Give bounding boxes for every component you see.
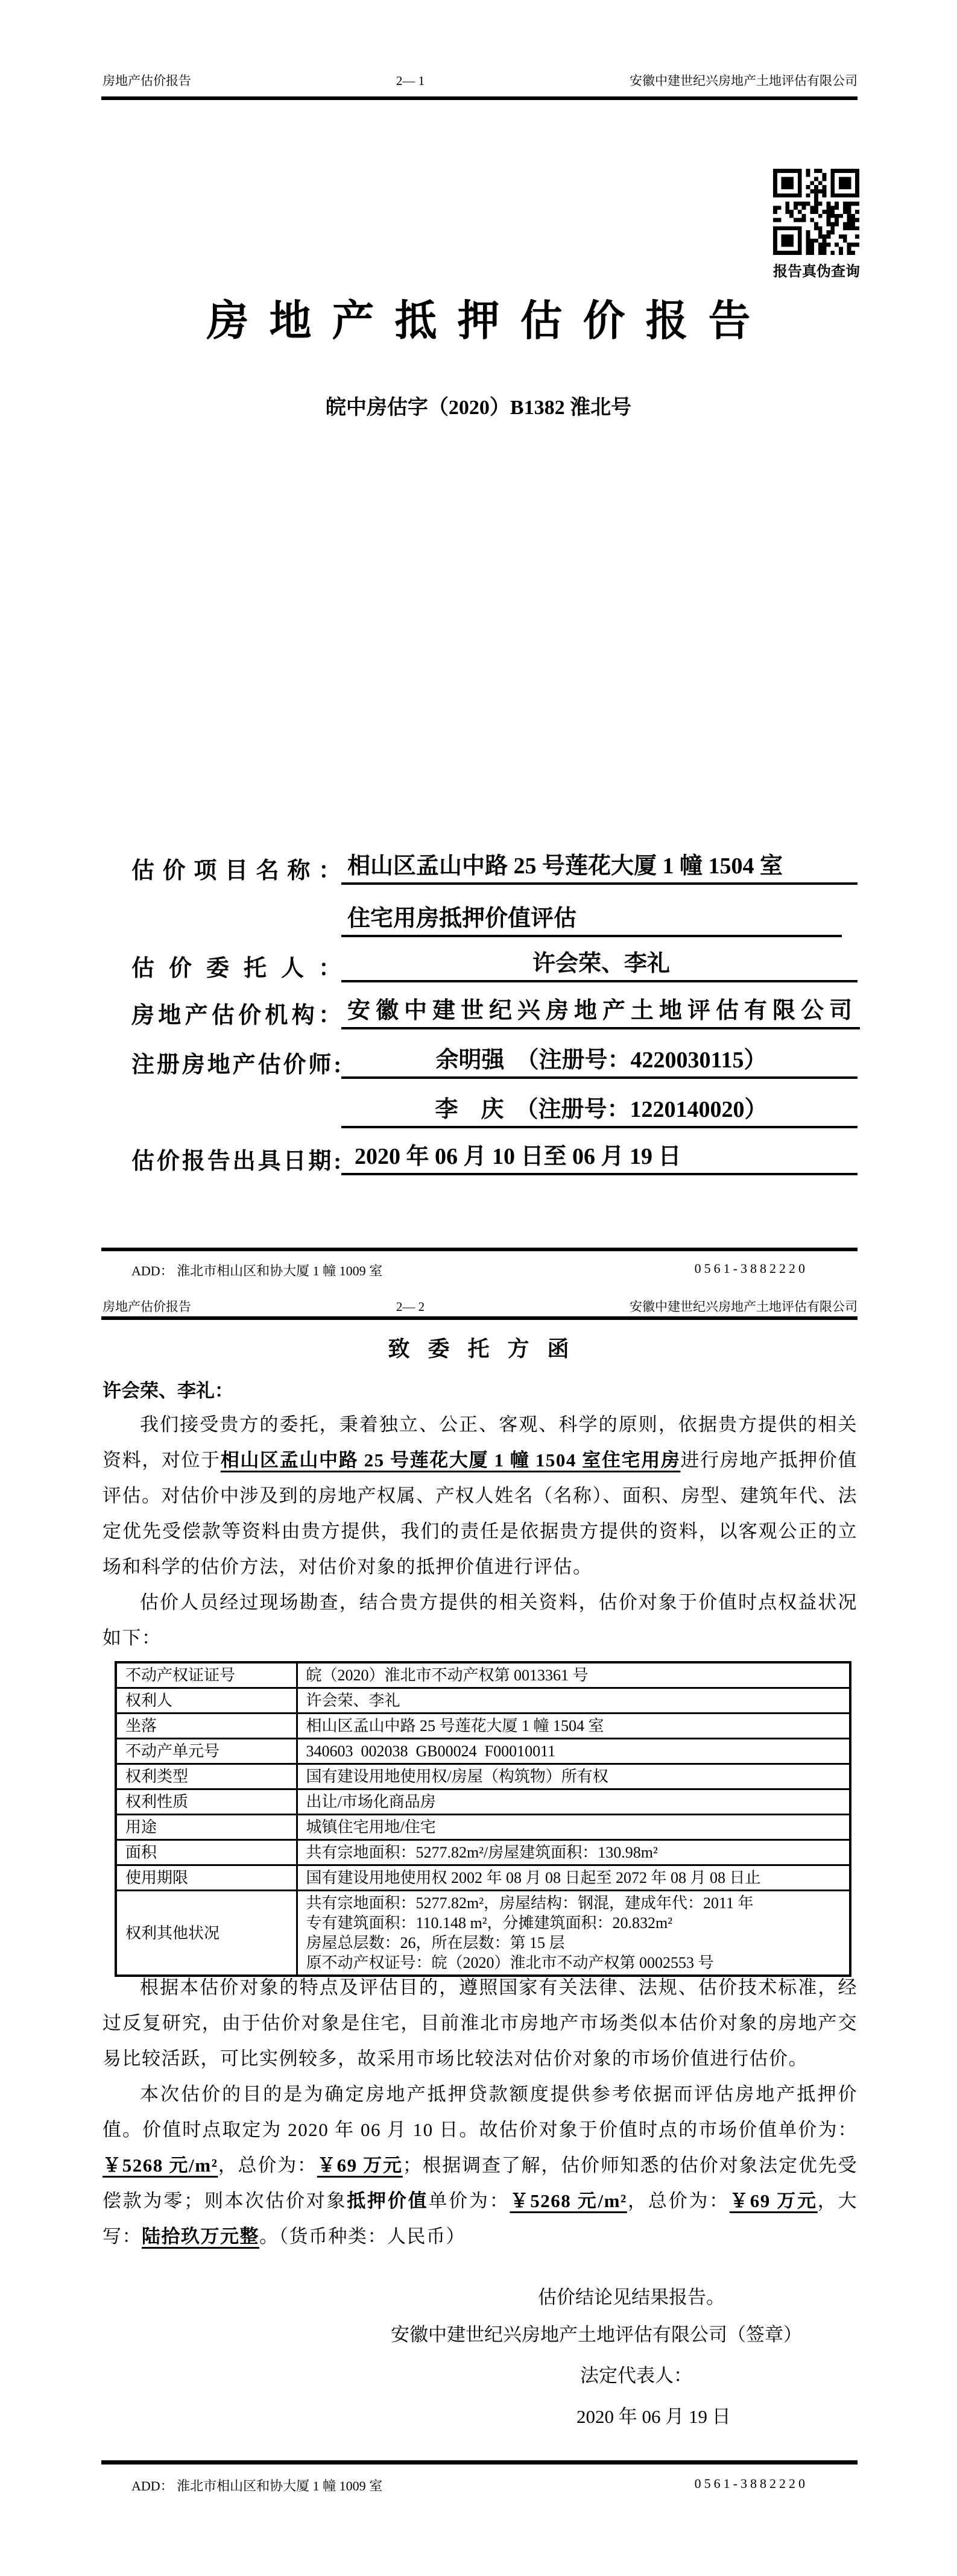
page1-footer	[131, 1261, 808, 1280]
text-segment: ，大写：	[103, 2190, 858, 2247]
table-row	[116, 1789, 850, 1815]
table-row-value	[297, 1739, 850, 1764]
letter-body-bottom	[103, 1970, 858, 2254]
table-value-line: 国有建设用地使用权 2002 年 08 月 08 日起至 2072 年 08 月 08 日止	[306, 1869, 761, 1886]
paragraph	[103, 1970, 858, 2076]
table-value-line: 皖（2020）淮北市不动产权第 0013361 号	[306, 1667, 589, 1684]
footer-address: ADD： 淮北市相山区和协大厦 1 幢 1009 室	[131, 1263, 383, 1278]
text-segment: 单价为：	[428, 2190, 510, 2211]
table-row-label: 坐落	[116, 1714, 297, 1739]
table-row-value	[297, 1688, 850, 1714]
paragraph	[103, 1585, 858, 1656]
table-row	[116, 1865, 850, 1891]
page2-header	[103, 1297, 858, 1315]
table-row-value	[297, 1764, 850, 1789]
header-page-number: 2— 2	[396, 1299, 425, 1314]
header-page-number: 2— 1	[396, 74, 425, 88]
text-segment: 根据本估价对象的特点及评估目的，遵照国家有关法律、法规、估价技术标准，经过反复研究，由于估价对象是住宅，目前淮北市房地产市场类似本估价对象的房地产交易比较活跃，可比实例较多，故采用市场比较法对估价对象的市场价值进行估价。	[103, 1977, 858, 2069]
table-row-label: 权利性质	[116, 1789, 297, 1815]
table-row-label: 面积	[116, 1840, 297, 1865]
field-value: 住宅用房抵押价值评估	[341, 899, 842, 937]
qr-code	[773, 169, 859, 255]
table-row	[116, 1714, 850, 1739]
table-value-line: 相山区孟山中路 25 号莲花大厦 1 幢 1504 室	[306, 1717, 604, 1735]
field-value: 相山区孟山中路 25 号莲花大厦 1 幢 1504 室	[341, 847, 858, 885]
cover-field-row	[131, 1046, 858, 1079]
table-value-line: 专有建筑面积：110.148 m²，分摊建筑面积：20.832m²	[306, 1914, 673, 1932]
text-segment: ￥5268 元/m²	[103, 2155, 218, 2176]
text-segment: 本次估价的目的是为确定房地产抵押贷款额度提供参考依据而评估房地产抵押价值。价值时点取定为 2020 年 06 月 10 日。故估价对象于价值时点的市场价值单价为：	[103, 2084, 858, 2140]
text-segment: 估价人员经过现场勘查，结合贵方提供的相关资料，估价对象于价值时点权益状况如下：	[103, 1592, 858, 1648]
table-row-label: 使用期限	[116, 1865, 297, 1891]
table-row-label: 权利其他状况	[116, 1891, 297, 1976]
cover-field-row	[131, 1096, 858, 1128]
cover-field-row	[131, 852, 858, 885]
text-segment: 进行房地产抵押价值评估。对估价中涉及到的房地产权属、产权人姓名（名称）、面积、房型、建筑年代、法定优先受偿款等资料由贵方提供，我们的责任是依据贵方提供的资料，以客观公正的立场和科学的估价方法，对估价对象的抵押价值进行评估。	[103, 1450, 858, 1577]
text-segment: ，总价为：	[627, 2190, 730, 2211]
paragraph	[103, 1407, 858, 1585]
text-segment: ￥69 万元	[729, 2190, 818, 2211]
table-value-line: 340603 002038 GB00024 F00010011	[306, 1742, 556, 1760]
report-number: 皖中房估字（2020）B1382 淮北号	[325, 397, 632, 419]
table-value-line: 房屋总层数：26，所在层数：第 15 层	[306, 1934, 565, 1952]
table-row-label: 用途	[116, 1815, 297, 1840]
footer-phone: 0561-3882220	[694, 2476, 808, 2491]
header-rule	[101, 96, 858, 100]
page2-footer	[131, 2476, 808, 2495]
table-row-label: 权利人	[116, 1688, 297, 1714]
header-doc-type: 房地产估价报告	[103, 1299, 191, 1314]
field-value: 余明强 （注册号：4220030115）	[341, 1041, 858, 1079]
table-row-value	[297, 1865, 850, 1891]
text-segment: 抵押价值	[347, 2190, 429, 2211]
cover-field-row	[131, 950, 858, 982]
letter-title: 致委托方函	[388, 1337, 587, 1361]
text-segment: ￥5268 元/m²	[510, 2190, 627, 2211]
table-value-line: 共有宗地面积：5277.82m²，房屋结构：钢混，建成年代：2011 年	[306, 1894, 754, 1912]
paragraph	[103, 2076, 858, 2254]
table-row-value	[297, 1815, 850, 1840]
footer-phone: 0561-3882220	[694, 1261, 808, 1276]
letter-body-top	[103, 1407, 858, 1656]
signature-company: 安徽中建世纪兴房地产土地评估有限公司（签章）	[391, 2324, 802, 2345]
text-segment: 我们接受贵方的委托，秉着独立、公正、客观、科学的原则，依据贵方提供的相关资料，对位于	[103, 1414, 858, 1471]
table-row-label: 不动产单元号	[116, 1739, 297, 1764]
table-value-line: 国有建设用地使用权/房屋（构筑物）所有权	[306, 1768, 608, 1785]
report-title: 房地产抵押估价报告	[206, 298, 771, 345]
field-value: 安徽中建世纪兴房地产土地评估有限公司	[341, 991, 860, 1029]
table-row	[116, 1739, 850, 1764]
cover-field-row	[131, 997, 858, 1029]
text-segment: 。（货币种类：人民币）	[259, 2226, 466, 2247]
table-row	[116, 1891, 850, 1976]
footer-rule	[101, 2460, 858, 2464]
salutation: 许会荣、李礼：	[103, 1380, 233, 1401]
table-row	[116, 1688, 850, 1714]
field-value: 许会荣、李礼	[341, 944, 858, 982]
table-row-value	[297, 1662, 850, 1688]
table-row-value	[297, 1840, 850, 1865]
text-segment: ，总价为：	[218, 2155, 317, 2176]
header-company: 安徽中建世纪兴房地产土地评估有限公司	[630, 74, 858, 88]
qr-caption: 报告真伪查询	[773, 264, 860, 280]
cover-field-row	[131, 905, 858, 937]
field-label: 房地产估价机构：	[131, 1003, 341, 1028]
cover-field-row	[131, 1143, 858, 1175]
table-value-line: 城镇住宅用地/住宅	[306, 1818, 436, 1836]
signature-date: 2020 年 06 月 19 日	[576, 2406, 731, 2427]
table-value-line: 许会荣、李礼	[306, 1692, 400, 1709]
closing-note: 估价结论见结果报告。	[538, 2287, 725, 2308]
text-segment: 陆拾玖万元整	[142, 2226, 259, 2247]
header-company: 安徽中建世纪兴房地产土地评估有限公司	[630, 1299, 858, 1314]
header-doc-type: 房地产估价报告	[103, 74, 191, 88]
table-row	[116, 1840, 850, 1865]
text-segment: ￥69 万元	[317, 2155, 403, 2176]
property-rights-table	[115, 1661, 851, 1977]
table-row	[116, 1662, 850, 1688]
table-value-line: 出让/市场化商品房	[306, 1793, 436, 1811]
header-rule	[101, 1316, 858, 1320]
table-row-value	[297, 1714, 850, 1739]
field-label: 估价项目名称：	[131, 858, 341, 884]
page1-header	[103, 71, 858, 89]
table-value-line: 原不动产权证号：皖（2020）淮北市不动产权第 0002553 号	[306, 1954, 714, 1971]
table-row-label: 权利类型	[116, 1764, 297, 1789]
field-value: 李 庆 （注册号：1220140020）	[341, 1090, 858, 1128]
footer-address: ADD： 淮北市相山区和协大厦 1 幢 1009 室	[131, 2478, 383, 2493]
footer-rule	[101, 1248, 858, 1251]
field-label: 估价委托人：	[131, 956, 341, 981]
table-row-label: 不动产权证证号	[116, 1662, 297, 1688]
signature-legal-rep: 法定代表人：	[580, 2365, 692, 2386]
text-segment: ；根据调查了解，估价师知悉的估价对象法定优先受偿款为零；则本次估价对象	[103, 2155, 858, 2211]
text-segment: 相山区孟山中路 25 号莲花大厦 1 幢 1504 室住宅用房	[220, 1450, 681, 1471]
table-row-value	[297, 1891, 850, 1976]
table-row	[116, 1764, 850, 1789]
table-row-value	[297, 1789, 850, 1815]
table-row	[116, 1815, 850, 1840]
table-value-line: 共有宗地面积：5277.82m²/房屋建筑面积：130.98m²	[306, 1844, 658, 1861]
field-label: 注册房地产估价师:	[131, 1052, 341, 1078]
field-value: 2020 年 06 月 10 日至 06 月 19 日	[341, 1137, 858, 1175]
qr-code-svg	[773, 169, 859, 255]
field-label: 估价报告出具日期:	[131, 1149, 341, 1174]
